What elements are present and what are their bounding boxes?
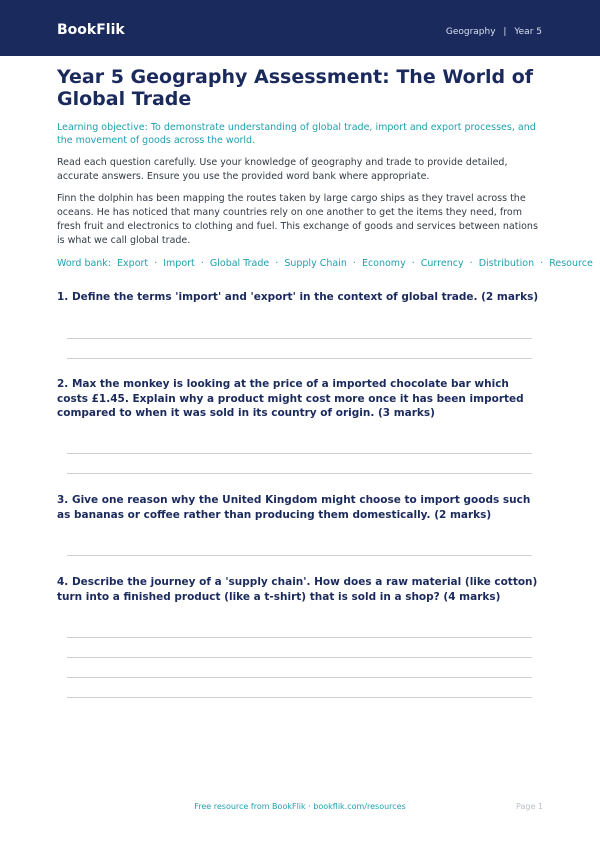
answer-line[interactable] [67, 473, 532, 474]
question-4: 4. Describe the journey of a 'supply chain'. How does a raw material (like cotton) turn into a finished product (like a t-shirt) that is sold in a shop? (4 marks) [57, 576, 538, 603]
word-bank-separator: · [154, 258, 158, 269]
word-bank-separator: · [411, 258, 415, 269]
header-bar [0, 0, 600, 56]
answer-line[interactable] [67, 677, 532, 678]
page-title: Year 5 Geography Assessment: The World of Global Trade [57, 66, 534, 110]
word-bank [57, 258, 593, 269]
word-bank-word: Currency [420, 258, 464, 269]
word-bank-word: Economy [361, 258, 406, 269]
word-bank-separator: · [352, 258, 356, 269]
word-bank-word: Global Trade [209, 258, 270, 269]
breadcrumb [446, 27, 542, 37]
answer-line[interactable] [67, 637, 532, 638]
breadcrumb-year[interactable]: Year 5 [514, 27, 542, 37]
answer-line[interactable] [67, 555, 532, 556]
answer-line[interactable] [67, 358, 532, 359]
instructions-text: Read each question carefully. Use your knowledge of geography and trade to provide detailed, accurate answers. Ensure you use the provided word bank where appropriate. [57, 157, 508, 182]
brand-logo[interactable]: BookFlik [57, 22, 125, 38]
story-text: Finn the dolphin has been mapping the routes taken by large cargo ships as they travel across the oceans. He has noticed that many countries rely on one another to get the items they need, from fresh fruit and electronics to clothing and fuel. This exchange of goods and services between nations is what we call global trade. [57, 193, 538, 246]
word-bank-word: Export [117, 258, 149, 269]
question-3: 3. Give one reason why the United Kingdom might choose to import goods such as bananas or coffee rather than producing them domestically. (2 marks) [57, 494, 531, 521]
word-bank-separator: · [200, 258, 204, 269]
answer-line[interactable] [67, 697, 532, 698]
breadcrumb-subject[interactable]: Geography [445, 27, 496, 37]
breadcrumb-separator: | [503, 27, 507, 37]
word-bank-separator: · [469, 258, 473, 269]
word-bank-word: Supply Chain [284, 258, 347, 269]
learning-objective: Learning objective: To demonstrate understanding of global trade, import and export processes, and the movement of goods across the world. [57, 122, 536, 146]
word-bank-word: Import [163, 258, 195, 269]
footer-text[interactable]: Free resource from BookFlik · bookflik.com/resources [194, 802, 406, 811]
answer-line[interactable] [67, 453, 532, 454]
word-bank-separator: · [540, 258, 544, 269]
answer-line[interactable] [67, 657, 532, 658]
question-2: 2. Max the monkey is looking at the price of a imported chocolate bar which costs £1.45. Explain why a product might cost more once it has been imported compared to when it was sold in its country of origin. (3 marks) [57, 378, 524, 419]
word-bank-separator: · [275, 258, 279, 269]
question-1: 1. Define the terms 'import' and 'export' in the context of global trade. (2 marks) [57, 291, 539, 303]
answer-line[interactable] [67, 338, 532, 339]
word-bank-word: Resource [549, 258, 593, 269]
word-bank-word: Distribution [478, 258, 535, 269]
page-number: Page 1 [516, 802, 543, 811]
word-bank-label: Word bank: [57, 258, 112, 269]
